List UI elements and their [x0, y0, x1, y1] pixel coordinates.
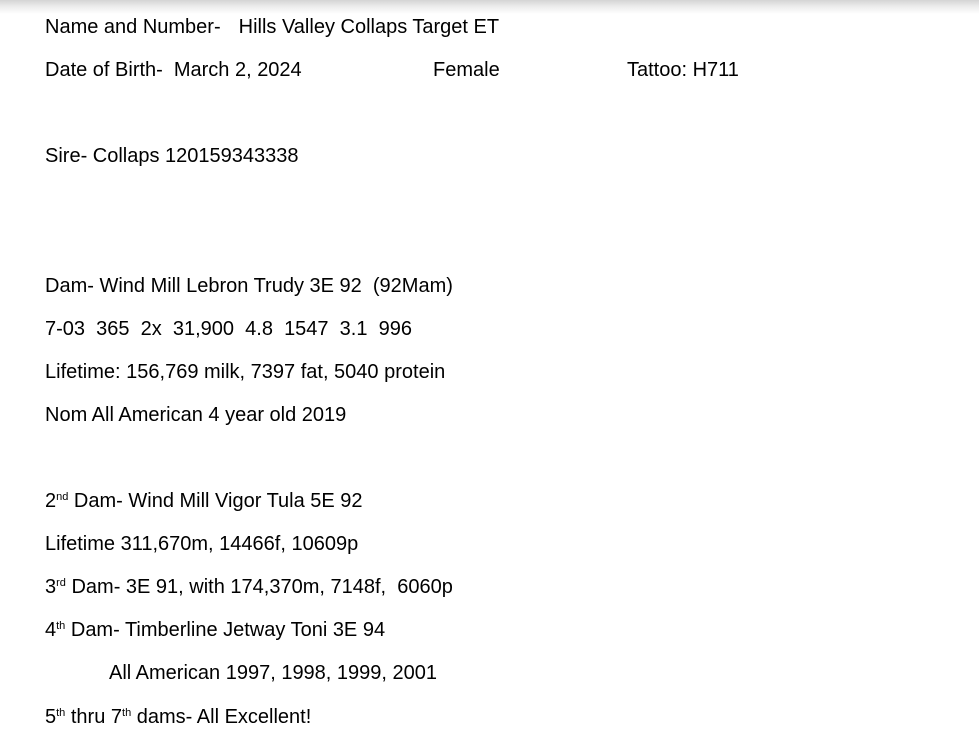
fourth-dam-line [45, 618, 385, 642]
dam-lifetime: Lifetime: 156,769 milk, 7397 fat, 5040 protein [45, 361, 446, 383]
seventh-dam-suffix: th [122, 707, 132, 719]
fourth-dam-suffix: th [56, 620, 66, 632]
dams-excellent-text: dams- All Excellent! [131, 706, 312, 728]
dob-label: Date of Birth- [45, 59, 163, 81]
second-dam-lifetime: Lifetime 311,670m, 14466f, 10609p [45, 533, 359, 555]
fourth-dam-awards: All American 1997, 1998, 1999, 2001 [109, 662, 438, 684]
dam-award: Nom All American 4 year old 2019 [45, 404, 347, 426]
animal-name: Hills Valley Collaps Target ET [238, 16, 500, 38]
third-dam-ordinal: 3 [45, 576, 57, 598]
name-label: Name and Number- [45, 16, 221, 38]
third-dam-suffix: rd [56, 577, 66, 589]
name-and-number-line [45, 15, 499, 39]
second-dam-ordinal: 2 [45, 490, 57, 512]
fifth-dam-suffix: th [56, 707, 66, 719]
fifth-dam-ordinal: 5 [45, 706, 57, 728]
dam-record: 7-03 365 2x 31,900 4.8 1547 3.1 996 [45, 318, 412, 340]
second-dam-suffix: nd [56, 491, 69, 503]
tattoo-value: Tattoo: H711 [627, 59, 739, 81]
third-dam-line [45, 575, 453, 599]
dob-value: March 2, 2024 [173, 59, 302, 81]
dam-title: Dam- Wind Mill Lebron Trudy 3E 92 (92Mam) [45, 275, 453, 297]
sex-value: Female [433, 59, 500, 81]
third-dam-text: Dam- 3E 91, with 174,370m, 7148f, 6060p [65, 576, 453, 598]
sire-line: Sire- Collaps 120159343338 [45, 145, 299, 167]
second-dam-line [45, 489, 363, 513]
fourth-dam-text: Dam- Timberline Jetway Toni 3E 94 [65, 619, 386, 641]
fourth-dam-ordinal: 4 [45, 619, 57, 641]
second-dam-text: Dam- Wind Mill Vigor Tula 5E 92 [68, 490, 363, 512]
date-of-birth-line [45, 58, 302, 82]
dams-five-to-seven-line [45, 705, 311, 729]
thru-seven-text: thru 7 [65, 706, 123, 728]
